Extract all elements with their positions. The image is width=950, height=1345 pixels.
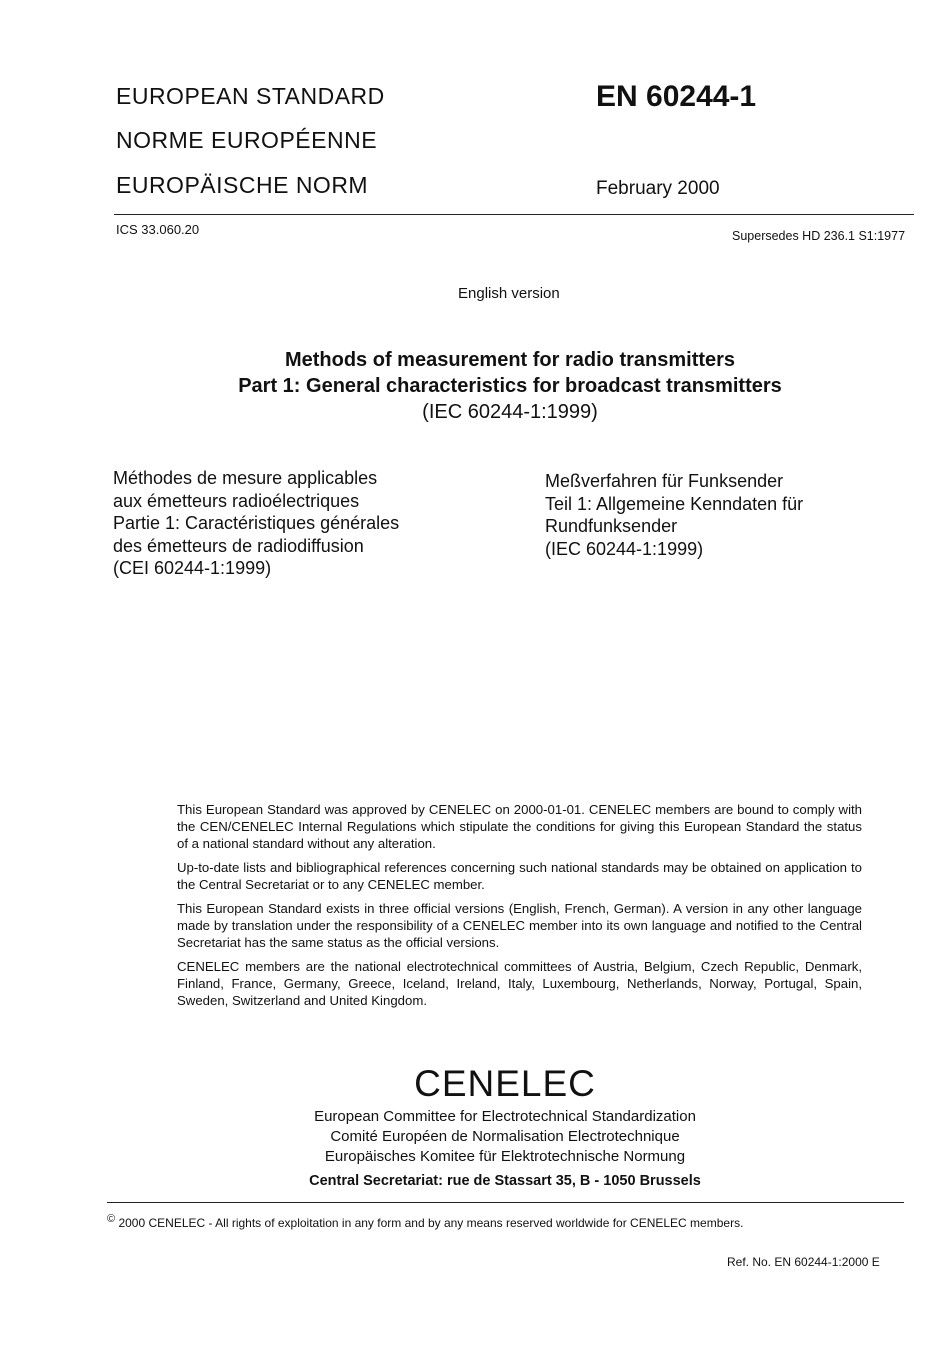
french-title-line: Méthodes de mesure applicables (113, 468, 378, 488)
standard-number: EN 60244-1 (596, 80, 757, 113)
french-title-line: (CEI 60244-1:1999) (113, 558, 272, 578)
organization-name-de: Europäisches Komitee für Elektrotechnische Normung (324, 1148, 686, 1165)
organization-name-en: European Committee for Electrotechnical Standardization (314, 1108, 696, 1125)
organization-name: CENELEC (414, 1063, 596, 1104)
paragraph: This European Standard exists in three official versions (English, French, German). A version in any other language made by translation under the responsibility of a CENELEC member into its own language and notified to the Central Secretariat has the same status as the official versions. (177, 901, 862, 950)
french-title-line: des émetteurs de radiodiffusion (113, 535, 364, 556)
paragraph: Up-to-date lists and bibliographical references concerning such national standards may be obtained on application to the Central Secretariat or to any CENELEC member. (177, 860, 862, 892)
approval-text (177, 801, 862, 1016)
title-line-3: (IEC 60244-1:1999) (422, 401, 598, 423)
title-de: EUROPÄISCHE NORM (116, 172, 369, 198)
secretariat-address: Central Secretariat: rue de Stassart 35, B - 1050 Brussels (309, 1173, 701, 1189)
header-rule (114, 214, 914, 215)
german-title-line: Teil 1: Allgemeine Kenndaten für (545, 493, 804, 514)
paragraph: CENELEC members are the national electrotechnical committees of Austria, Belgium, Czech Republic, Denmark, Finland, France, Germany, Greece, Iceland, Ireland, Italy, Luxembourg, Netherlands, Norway, Portugal, Spain, Sweden, Switzerland and United Kingdom. (177, 959, 862, 1008)
title-fr: NORME EUROPÉENNE (116, 127, 378, 153)
paragraph: This European Standard was approved by CENELEC on 2000-01-01. CENELEC members are bound to comply with the CEN/CENELEC Internal Regulations which stipulate the conditions for giving this European Standard the status of a national standard without any alteration. (177, 802, 862, 851)
footer-rule (107, 1202, 904, 1203)
copyright-symbol: © (107, 1213, 116, 1225)
french-title-line: Partie 1: Caractéristiques générales (113, 513, 400, 533)
title-en: EUROPEAN STANDARD (116, 83, 385, 109)
german-title (545, 470, 905, 560)
french-title-line: aux émetteurs radioélectriques (113, 490, 360, 511)
reference-number: Ref. No. EN 60244-1:2000 E (727, 1255, 880, 1269)
title-line-2: Part 1: General characteristics for broadcast transmitters (238, 375, 782, 397)
organization-block (250, 1063, 760, 1189)
ics-code: ICS 33.060.20 (116, 222, 200, 237)
organization-name-fr: Comité Européen de Normalisation Electrotechnique (330, 1128, 680, 1145)
title-line-1: Methods of measurement for radio transmitters (284, 349, 736, 371)
german-title-line: Meßverfahren für Funksender (545, 471, 784, 491)
supersedes-note: Supersedes HD 236.1 S1:1977 (732, 229, 906, 243)
publication-date: February 2000 (596, 178, 720, 199)
german-title-line: (IEC 60244-1:1999) (545, 538, 704, 559)
french-title (113, 467, 513, 580)
copyright-text: 2000 CENELEC - All rights of exploitation in any form and by any means reserved worldwide for CENELEC members. (118, 1216, 744, 1230)
german-title-line: Rundfunksender (545, 516, 678, 536)
document-title (150, 347, 870, 425)
copyright-notice (107, 1213, 743, 1230)
version-label: English version (458, 285, 560, 302)
